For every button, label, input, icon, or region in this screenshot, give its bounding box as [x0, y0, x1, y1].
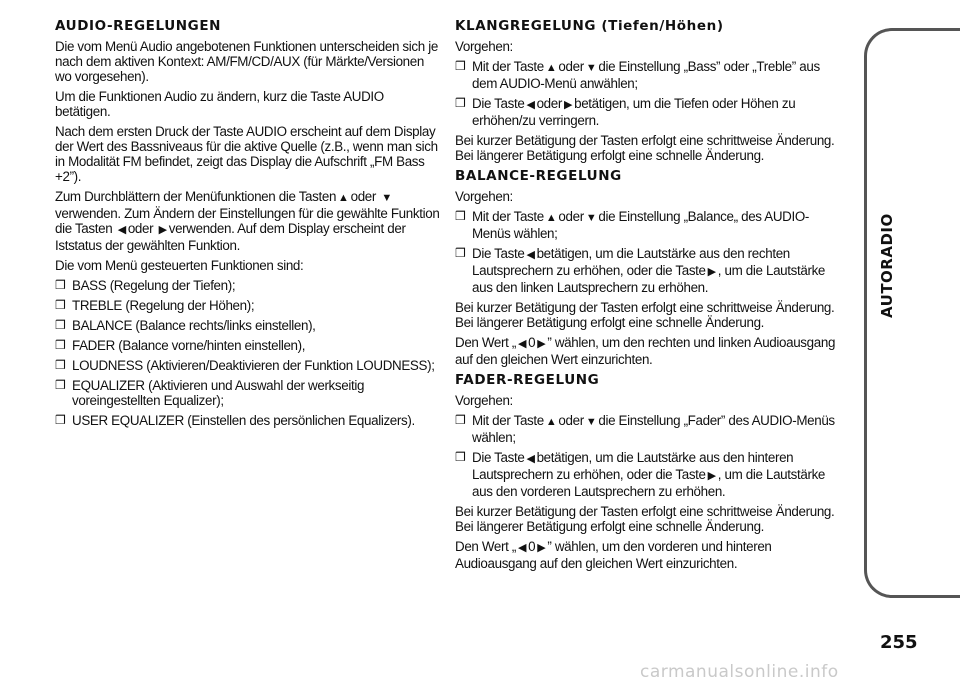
paragraph: Zum Durchblättern der Menüfunktionen die Tasten ▲ oder ▼verwenden. Zum Ändern der Einstellungen für die gewählte Funktion die Tasten ◀ oder ▶ verwenden. Auf dem Display erscheint der Iststatus der gewählten Funktion.	[55, 189, 440, 253]
page-number: 255	[880, 632, 918, 653]
arrow-right-icon: ▶	[707, 470, 716, 482]
list-item: ❒ EQUALIZER (Aktivieren und Auswahl der werkseitig voreingestellten Equalizer);	[55, 378, 365, 408]
checkbox-icon: ❒	[55, 318, 66, 332]
arrow-down-icon: ▼	[585, 416, 597, 428]
right-column	[455, 14, 847, 576]
checkbox-icon: ❒	[55, 278, 66, 292]
arrow-left-icon: ◀	[117, 224, 126, 236]
paragraph: Den Wert „ ◀ 0 ▶ ” wählen, um den rechten und linken Audioausgang auf den gleichen Wert einzurichten.	[455, 335, 836, 367]
paragraph: Die vom Menü Audio angebotenen Funktionen unterscheiden sich je nach dem aktiven Kontext: AM/FM/CD/AUX (für Märkte/Versionen wo vorgesehen).	[55, 39, 438, 84]
list-item: ❒ TREBLE (Regelung der Höhen);	[55, 298, 255, 313]
list-item: ❒ Mit der Taste ▲ oder ▼ die Einstellung „Bass” oder „Treble” aus dem AUDIO-Menü anwählen;	[455, 59, 820, 91]
arrow-down-icon: ▼	[585, 62, 597, 74]
checkbox-icon: ❒	[455, 413, 466, 427]
arrow-left-icon: ◀	[526, 249, 535, 261]
arrow-left-icon: ◀	[526, 99, 535, 111]
list-item: ❒ Die Taste ◀ betätigen, um die Lautstärke aus den rechten Lautsprechern zu erhöhen, oder die Taste ▶ , um die Lautstärke aus den linken Lautsprechern zu erhöhen.	[455, 246, 826, 295]
paragraph: Bei kurzer Betätigung der Tasten erfolgt eine schrittweise Änderung. Bei längerer Betätigung erfolgt eine schnelle Änderung.	[455, 133, 835, 163]
checkbox-icon: ❒	[55, 338, 66, 352]
checkbox-icon: ❒	[455, 96, 466, 110]
paragraph: Vorgehen:	[455, 39, 513, 54]
left-column	[55, 14, 440, 433]
arrow-up-icon: ▲	[338, 192, 349, 204]
arrow-up-icon: ▲	[545, 212, 557, 224]
section-heading-balance: BALANCE-REGELUNG	[455, 168, 622, 184]
step-list	[455, 59, 847, 128]
arrow-left-icon: ◀	[518, 542, 527, 554]
arrow-right-icon: ▶	[537, 542, 546, 554]
watermark: carmanualsonline.info	[640, 662, 839, 682]
arrow-left-icon: ◀	[526, 453, 535, 465]
arrow-right-icon: ▶	[563, 99, 573, 111]
checkbox-icon: ❒	[55, 298, 66, 312]
list-item: ❒ Mit der Taste ▲ oder ▼ die Einstellung „Fader” des AUDIO-Menüs wählen;	[455, 413, 835, 445]
section-heading-audio: AUDIO-REGELUNGEN	[55, 18, 222, 34]
paragraph: Um die Funktionen Audio zu ändern, kurz die Taste AUDIO betätigen.	[55, 89, 384, 119]
chapter-label: AUTORADIO	[878, 213, 896, 318]
paragraph: Den Wert „ ◀ 0 ▶ ” wählen, um den vorderen und hinteren Audioausgang auf den gleichen Wert einzurichten.	[455, 539, 772, 571]
checkbox-icon: ❒	[455, 59, 466, 73]
list-item: ❒ LOUDNESS (Aktivieren/Deaktivieren der Funktion LOUDNESS);	[55, 358, 435, 373]
list-item: ❒ Mit der Taste ▲ oder ▼ die Einstellung „Balance„ des AUDIO-Menüs wählen;	[455, 209, 810, 241]
paragraph: Nach dem ersten Druck der Taste AUDIO erscheint auf dem Display der Wert des Bassniveaus für die aktive Quelle (z.B., wenn man sich in Modalität FM befindet, zeigt das Display die Aufschrift „FM Bass +2”).	[55, 124, 438, 184]
checkbox-icon: ❒	[455, 246, 466, 260]
paragraph: Bei kurzer Betätigung der Tasten erfolgt eine schrittweise Änderung. Bei längerer Betätigung erfolgt eine schnelle Änderung.	[455, 300, 835, 330]
list-item: ❒ FADER (Balance vorne/hinten einstellen),	[55, 338, 306, 353]
arrow-right-icon: ▶	[707, 266, 716, 278]
checkbox-icon: ❒	[55, 413, 66, 427]
function-list	[55, 278, 440, 428]
list-item: ❒ USER EQUALIZER (Einstellen des persönlichen Equalizers).	[55, 413, 415, 428]
checkbox-icon: ❒	[455, 450, 466, 464]
arrow-right-icon: ▶	[537, 338, 546, 350]
arrow-down-icon: ▼	[585, 212, 597, 224]
checkbox-icon: ❒	[55, 358, 66, 372]
step-list	[455, 209, 847, 295]
paragraph: Vorgehen:	[455, 189, 513, 204]
arrow-up-icon: ▲	[545, 62, 557, 74]
list-item: ❒ BALANCE (Balance rechts/links einstellen),	[55, 318, 316, 333]
checkbox-icon: ❒	[455, 209, 466, 223]
arrow-up-icon: ▲	[545, 416, 557, 428]
section-heading-fader: FADER-REGELUNG	[455, 372, 600, 388]
paragraph: Die vom Menü gesteuerten Funktionen sind:	[55, 258, 304, 273]
arrow-left-icon: ◀	[518, 338, 527, 350]
section-heading-klang: KLANGREGELUNG (Tiefen/Höhen)	[455, 18, 724, 34]
paragraph: Bei kurzer Betätigung der Tasten erfolgt eine schrittweise Änderung. Bei längerer Betätigung erfolgt eine schnelle Änderung.	[455, 504, 835, 534]
list-item: ❒ Die Taste ◀ oder ▶ betätigen, um die Tiefen oder Höhen zu erhöhen/zu verringern.	[455, 96, 796, 128]
checkbox-icon: ❒	[55, 378, 66, 392]
list-item: ❒ Die Taste ◀ betätigen, um die Lautstärke aus den hinteren Lautsprechern zu erhöhen, oder die Taste ▶ , um die Lautstärke aus den vorderen Lautsprechern zu erhöhen.	[455, 450, 826, 499]
paragraph: Vorgehen:	[455, 393, 513, 408]
step-list	[455, 413, 847, 499]
arrow-right-icon: ▶	[158, 224, 167, 236]
arrow-down-icon: ▼	[381, 192, 392, 204]
list-item: ❒ BASS (Regelung der Tiefen);	[55, 278, 236, 293]
